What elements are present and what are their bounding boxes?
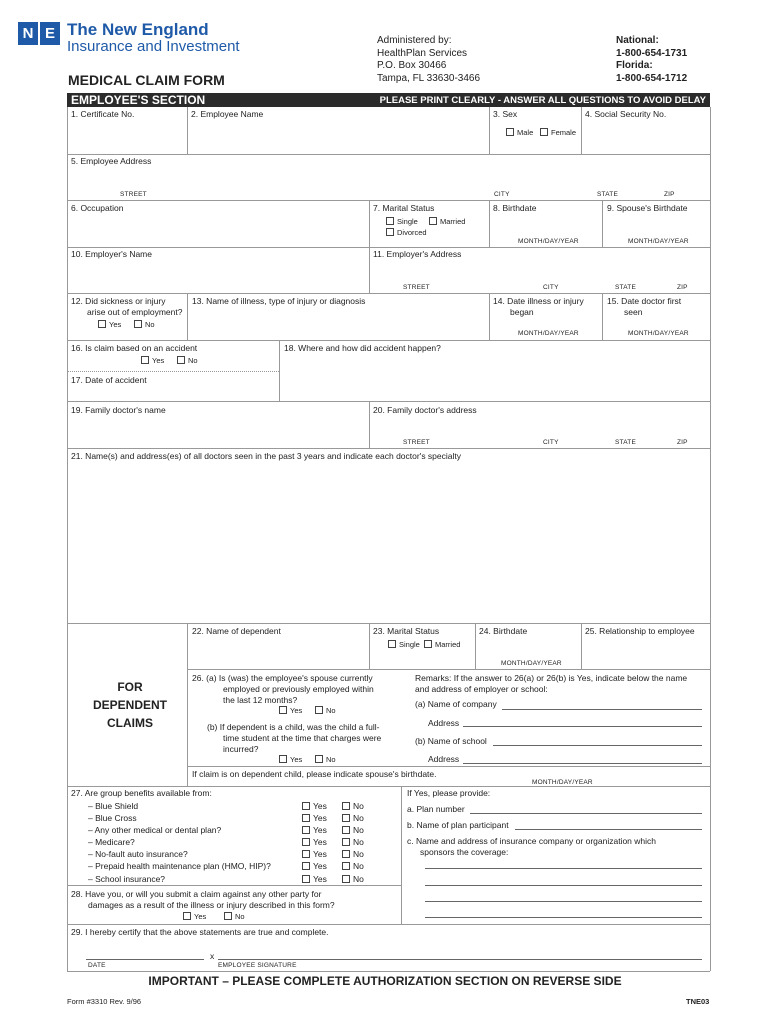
dependent-marital-label: 23. Marital Status <box>373 626 440 636</box>
benefit-item: – Blue Shield <box>88 801 139 811</box>
employee-name-label[interactable]: 2. Employee Name <box>191 109 264 119</box>
grid-line <box>67 971 710 972</box>
option-label: Yes <box>313 861 327 872</box>
benefit-item: – Any other medical or dental plan? <box>88 825 222 836</box>
sex-female-option[interactable] <box>540 128 576 138</box>
section-title: EMPLOYEE'S SECTION <box>71 93 206 107</box>
checkbox-icon[interactable] <box>540 128 548 136</box>
q26a-line: the last 12 months? <box>223 695 298 705</box>
insurer-label[interactable] <box>407 836 656 858</box>
grid-line <box>187 669 710 670</box>
q28-yes[interactable] <box>183 912 206 922</box>
plan-participant-line[interactable] <box>515 829 702 830</box>
grid-line <box>67 154 710 155</box>
q26b <box>207 722 381 755</box>
grid-line <box>67 401 710 402</box>
option-label: Yes <box>313 837 327 848</box>
option-label: Yes <box>313 849 327 860</box>
option-label: No <box>353 813 364 824</box>
company-logo <box>18 22 62 46</box>
checkbox-icon[interactable] <box>279 706 287 714</box>
grid-line <box>187 766 710 767</box>
checkbox-icon[interactable] <box>342 838 350 846</box>
city-caption: CITY <box>543 284 559 291</box>
grid-line <box>710 107 711 971</box>
heading-line: CLAIMS <box>107 716 153 730</box>
admin-line: P.O. Box 30466 <box>377 60 447 71</box>
checkbox-icon[interactable] <box>224 912 232 920</box>
q26a-yes[interactable] <box>279 706 302 716</box>
option-label: Yes <box>194 912 207 921</box>
checkbox-icon[interactable] <box>342 814 350 822</box>
date-caption: MONTH/DAY/YEAR <box>628 238 689 245</box>
sex-label: 3. Sex <box>493 109 518 119</box>
plan-number-line[interactable] <box>470 813 702 814</box>
grid-line <box>67 924 710 925</box>
company-name-line[interactable] <box>502 709 702 710</box>
q26a <box>192 673 374 706</box>
work-related-label-2: arise out of employment? <box>87 307 183 317</box>
grid-line <box>489 200 490 247</box>
signature-x: x <box>210 951 215 961</box>
sex-male-option[interactable] <box>506 128 533 138</box>
company-address-label[interactable]: Address <box>428 718 460 728</box>
option-label: No <box>353 849 364 860</box>
important-notice: IMPORTANT – PLEASE COMPLETE AUTHORIZATION SECTION ON REVERSE SIDE <box>148 974 622 988</box>
checkbox-icon[interactable] <box>315 706 323 714</box>
benefit-no[interactable] <box>342 836 364 848</box>
option-label: Yes <box>313 825 327 836</box>
grid-line <box>369 623 370 669</box>
heading-line: FOR <box>117 680 143 694</box>
benefit-yes[interactable] <box>302 848 327 860</box>
checkbox-icon[interactable] <box>388 640 396 648</box>
state-caption: STATE <box>597 191 618 198</box>
checkbox-icon[interactable] <box>183 912 191 920</box>
checkbox-icon[interactable] <box>177 356 185 364</box>
checkbox-icon[interactable] <box>302 826 310 834</box>
option-label: Married <box>440 217 466 226</box>
employee-signature-caption: EMPLOYEE SIGNATURE <box>218 962 297 969</box>
doctor-first-seen-label[interactable]: 15. Date doctor first <box>607 296 682 306</box>
grid-line <box>369 200 370 293</box>
grid-line <box>187 623 188 786</box>
insurer-line-1[interactable] <box>425 868 702 869</box>
checkbox-icon[interactable] <box>342 875 350 883</box>
option-label: Yes <box>152 356 165 365</box>
remarks <box>415 673 687 695</box>
employee-address-label[interactable]: 5. Employee Address <box>71 156 152 166</box>
benefit-no[interactable] <box>342 873 364 885</box>
diagnosis-label[interactable]: 13. Name of illness, type of injury or diagnosis <box>192 296 366 306</box>
option-label: Yes <box>313 873 327 884</box>
checkbox-icon[interactable] <box>342 862 350 870</box>
benefits-list <box>88 800 271 885</box>
remarks-line: and address of employer or school: <box>415 684 548 694</box>
illness-date-label[interactable]: 14. Date illness or injury <box>493 296 584 306</box>
option-label: Yes <box>313 801 327 811</box>
marital-divorced-option[interactable] <box>386 228 427 238</box>
accident-claim-label: 16. Is claim based on an accident <box>71 343 198 353</box>
date-caption: MONTH/DAY/YEAR <box>628 330 689 337</box>
marital-married-option[interactable] <box>429 217 465 227</box>
option-label: Yes <box>313 813 327 824</box>
date-signature-line[interactable] <box>86 959 204 960</box>
grid-line <box>67 623 710 624</box>
date-caption: MONTH/DAY/YEAR <box>532 779 593 786</box>
option-label: Yes <box>290 755 303 764</box>
certification-statement: 29. I hereby certify that the above statements are true and complete. <box>71 927 329 937</box>
marital-single-option[interactable] <box>386 217 418 227</box>
work-related-label: 12. Did sickness or injury <box>71 296 166 306</box>
q26b-line: time student at the time that charges were <box>223 733 382 743</box>
checkbox-icon[interactable] <box>302 814 310 822</box>
q28-line: damages as a result of the illness or injury described in this form? <box>88 900 335 910</box>
school-address-label[interactable]: Address <box>428 754 460 764</box>
option-label: Married <box>435 640 461 649</box>
school-name-line[interactable] <box>493 745 702 746</box>
street-caption: STREET <box>120 191 147 198</box>
benefits-yes-column <box>302 800 327 885</box>
zip-caption: ZIP <box>677 439 688 446</box>
insurer-line-2[interactable] <box>425 885 702 886</box>
option-label: No <box>326 706 336 715</box>
admin-line: HealthPlan Services <box>377 47 468 59</box>
grid-line <box>369 401 370 448</box>
ssn-label[interactable]: 4. Social Security No. <box>585 109 667 119</box>
if-yes-label: If Yes, please provide: <box>407 788 491 798</box>
spouse-birthdate-note[interactable]: If claim is on dependent child, please indicate spouse's birthdate. <box>192 769 437 779</box>
employer-name-label[interactable]: 10. Employer's Name <box>71 249 152 259</box>
accident-no[interactable] <box>177 356 198 366</box>
grid-line <box>279 340 280 401</box>
q26a-line: 26. (a) Is (was) the employee's spouse currently <box>192 673 373 683</box>
benefits-question: 27. Are group benefits available from: <box>71 788 212 798</box>
city-caption: CITY <box>494 191 510 198</box>
logo-box-e: E <box>40 22 60 45</box>
street-caption: STREET <box>403 284 430 291</box>
checkbox-icon[interactable] <box>315 755 323 763</box>
illness-date-label-2: began <box>510 307 534 317</box>
checkbox-icon[interactable] <box>342 802 350 810</box>
relationship-label[interactable]: 25. Relationship to employee <box>585 626 695 636</box>
phone-line: National: <box>616 35 659 46</box>
checkbox-icon[interactable] <box>279 755 287 763</box>
checkbox-icon[interactable] <box>506 128 514 136</box>
doctor-first-seen-label-2: seen <box>624 307 643 317</box>
checkbox-icon[interactable] <box>386 228 394 236</box>
grid-line <box>581 623 582 669</box>
employee-signature-line[interactable] <box>218 959 702 960</box>
plan-number-label[interactable]: a. Plan number <box>407 804 465 814</box>
work-related-yes[interactable] <box>98 320 121 330</box>
option-label: No <box>353 801 364 811</box>
checkbox-icon[interactable] <box>386 217 394 225</box>
logo-title: The New England <box>67 20 209 39</box>
checkbox-icon[interactable] <box>302 838 310 846</box>
benefit-item: – Blue Cross <box>88 813 137 824</box>
form-code: TNE03 <box>686 997 710 1006</box>
grid-line <box>489 293 490 340</box>
section-instruction: PLEASE PRINT CLEARLY - ANSWER ALL QUESTIONS TO AVOID DELAY <box>379 95 706 106</box>
administrator-address <box>377 35 480 85</box>
accident-date-label[interactable]: 17. Date of accident <box>71 375 147 385</box>
checkbox-icon[interactable] <box>134 320 142 328</box>
option-label: Yes <box>290 706 303 715</box>
grid-line <box>475 623 476 669</box>
grid-line <box>489 107 490 154</box>
phone-numbers <box>616 35 687 85</box>
logo-box-n: N <box>18 22 38 45</box>
company-name-label[interactable]: (a) Name of company <box>415 699 497 709</box>
grid-line <box>67 107 68 971</box>
occupation-label[interactable]: 6. Occupation <box>71 203 124 213</box>
checkbox-icon[interactable] <box>302 850 310 858</box>
benefit-yes[interactable] <box>302 824 327 836</box>
option-label: Single <box>397 217 418 226</box>
benefit-no[interactable] <box>342 800 364 812</box>
accident-yes[interactable] <box>141 356 164 366</box>
heading-line: DEPENDENT <box>92 698 167 712</box>
checkbox-icon[interactable] <box>302 875 310 883</box>
dependent-birthdate-label[interactable]: 24. Birthdate <box>479 626 528 636</box>
benefit-item: – Prepaid health maintenance plan (HMO, HIP)? <box>88 861 271 872</box>
q26b-no[interactable] <box>315 755 336 765</box>
phone-line: 1-800-654-1712 <box>616 72 688 84</box>
birthdate-label[interactable]: 8. Birthdate <box>493 203 537 213</box>
option-label: Divorced <box>397 228 427 237</box>
q28 <box>71 889 335 911</box>
benefit-yes[interactable] <box>302 800 327 812</box>
checkbox-icon[interactable] <box>342 826 350 834</box>
marital-status-label: 7. Marital Status <box>373 203 435 213</box>
option-label: No <box>326 755 336 764</box>
checkbox-icon[interactable] <box>429 217 437 225</box>
q26a-no[interactable] <box>315 706 336 716</box>
work-related-no[interactable] <box>134 320 155 330</box>
dependent-claims-heading <box>80 678 180 732</box>
insurer-line-4[interactable] <box>425 917 702 918</box>
benefit-yes[interactable] <box>302 836 327 848</box>
checkbox-icon[interactable] <box>302 802 310 810</box>
benefit-yes[interactable] <box>302 873 327 885</box>
benefit-item: – School insurance? <box>88 873 166 884</box>
grid-line <box>581 107 582 154</box>
family-doctor-address-label[interactable]: 20. Family doctor's address <box>373 405 477 415</box>
date-caption: MONTH/DAY/YEAR <box>518 330 579 337</box>
spouse-birthdate-label[interactable]: 9. Spouse's Birthdate <box>607 203 688 213</box>
certificate-no-label[interactable]: 1. Certificate No. <box>71 109 135 119</box>
checkbox-icon[interactable] <box>98 320 106 328</box>
section-bar <box>67 93 710 107</box>
option-label: Yes <box>109 320 122 329</box>
grid-line <box>67 786 710 787</box>
admin-line: Tampa, FL 33630-3466 <box>377 72 481 84</box>
checkbox-icon[interactable] <box>342 850 350 858</box>
q26b-yes[interactable] <box>279 755 302 765</box>
q26b-line: incurred? <box>223 744 259 754</box>
date-caption: MONTH/DAY/YEAR <box>518 238 579 245</box>
benefit-no[interactable] <box>342 860 364 872</box>
option-label: Female <box>551 128 577 137</box>
option-label: No <box>353 825 364 836</box>
grid-line <box>67 200 710 201</box>
option-label: Single <box>399 640 420 649</box>
zip-caption: ZIP <box>664 191 675 198</box>
option-label: No <box>353 873 364 884</box>
q26b-line: (b) If dependent is a child, was the child a full- <box>207 722 380 732</box>
company-address-line[interactable] <box>463 726 702 727</box>
grid-line <box>67 340 710 341</box>
grid-line <box>187 107 188 154</box>
option-label: No <box>188 356 198 365</box>
grid-line <box>67 371 279 372</box>
grid-line <box>602 293 603 340</box>
doctors-list-label[interactable]: 21. Name(s) and address(es) of all doctors seen in the past 3 years and indicate each doctor's specialty <box>71 451 461 461</box>
zip-caption: ZIP <box>677 284 688 291</box>
checkbox-icon[interactable] <box>302 862 310 870</box>
accident-description-label[interactable]: 18. Where and how did accident happen? <box>284 343 441 353</box>
family-doctor-name-label[interactable]: 19. Family doctor's name <box>71 405 166 415</box>
form-title: MEDICAL CLAIM FORM <box>68 72 225 88</box>
benefit-item: – No-fault auto insurance? <box>88 849 188 860</box>
q26a-line: employed or previously employed within <box>223 684 374 694</box>
option-label: No <box>353 861 364 872</box>
dependent-married-option[interactable] <box>424 640 460 650</box>
q28-line: 28. Have you, or will you submit a claim against any other party for <box>71 889 322 899</box>
date-sig-caption: DATE <box>88 962 106 969</box>
benefit-no[interactable] <box>342 824 364 836</box>
school-name-label[interactable]: (b) Name of school <box>415 736 487 746</box>
state-caption: STATE <box>615 439 636 446</box>
grid-line <box>67 293 710 294</box>
checkbox-icon[interactable] <box>141 356 149 364</box>
insurer-line-3[interactable] <box>425 901 702 902</box>
school-address-line[interactable] <box>463 763 702 764</box>
grid-line <box>401 786 402 924</box>
grid-line <box>602 200 603 247</box>
plan-participant-label[interactable]: b. Name of plan participant <box>407 820 509 830</box>
option-label: No <box>235 912 245 921</box>
grid-line <box>67 247 710 248</box>
benefit-no[interactable] <box>342 848 364 860</box>
remarks-line: Remarks: If the answer to 26(a) or 26(b) is Yes, indicate below the name <box>415 673 688 683</box>
street-caption: STREET <box>403 439 430 446</box>
option-label: No <box>145 320 155 329</box>
admin-line: Administered by: <box>377 35 452 46</box>
benefit-no[interactable] <box>342 812 364 824</box>
form-number: Form #3310 Rev. 9/96 <box>67 997 142 1006</box>
city-caption: CITY <box>543 439 559 446</box>
logo-subtitle: Insurance and Investment <box>67 38 240 55</box>
grid-line <box>67 448 710 449</box>
benefit-yes[interactable] <box>302 812 327 824</box>
insurer-line: c. Name and address of insurance company or organization which <box>407 836 656 846</box>
state-caption: STATE <box>615 284 636 291</box>
q28-no[interactable] <box>224 912 245 922</box>
phone-line: 1-800-654-1731 <box>616 47 688 59</box>
dependent-name-label[interactable]: 22. Name of dependent <box>192 626 281 636</box>
benefits-no-column <box>342 800 364 885</box>
benefit-yes[interactable] <box>302 860 327 872</box>
phone-line: Florida: <box>616 60 653 71</box>
checkbox-icon[interactable] <box>424 640 432 648</box>
option-label: No <box>353 837 364 848</box>
grid-line <box>67 885 401 886</box>
option-label: Male <box>517 128 534 137</box>
dependent-single-option[interactable] <box>388 640 420 650</box>
employer-address-label[interactable]: 11. Employer's Address <box>373 249 462 259</box>
grid-line <box>187 293 188 340</box>
date-caption: MONTH/DAY/YEAR <box>501 660 562 667</box>
benefit-item: – Medicare? <box>88 837 135 848</box>
insurer-line: sponsors the coverage: <box>420 847 509 857</box>
